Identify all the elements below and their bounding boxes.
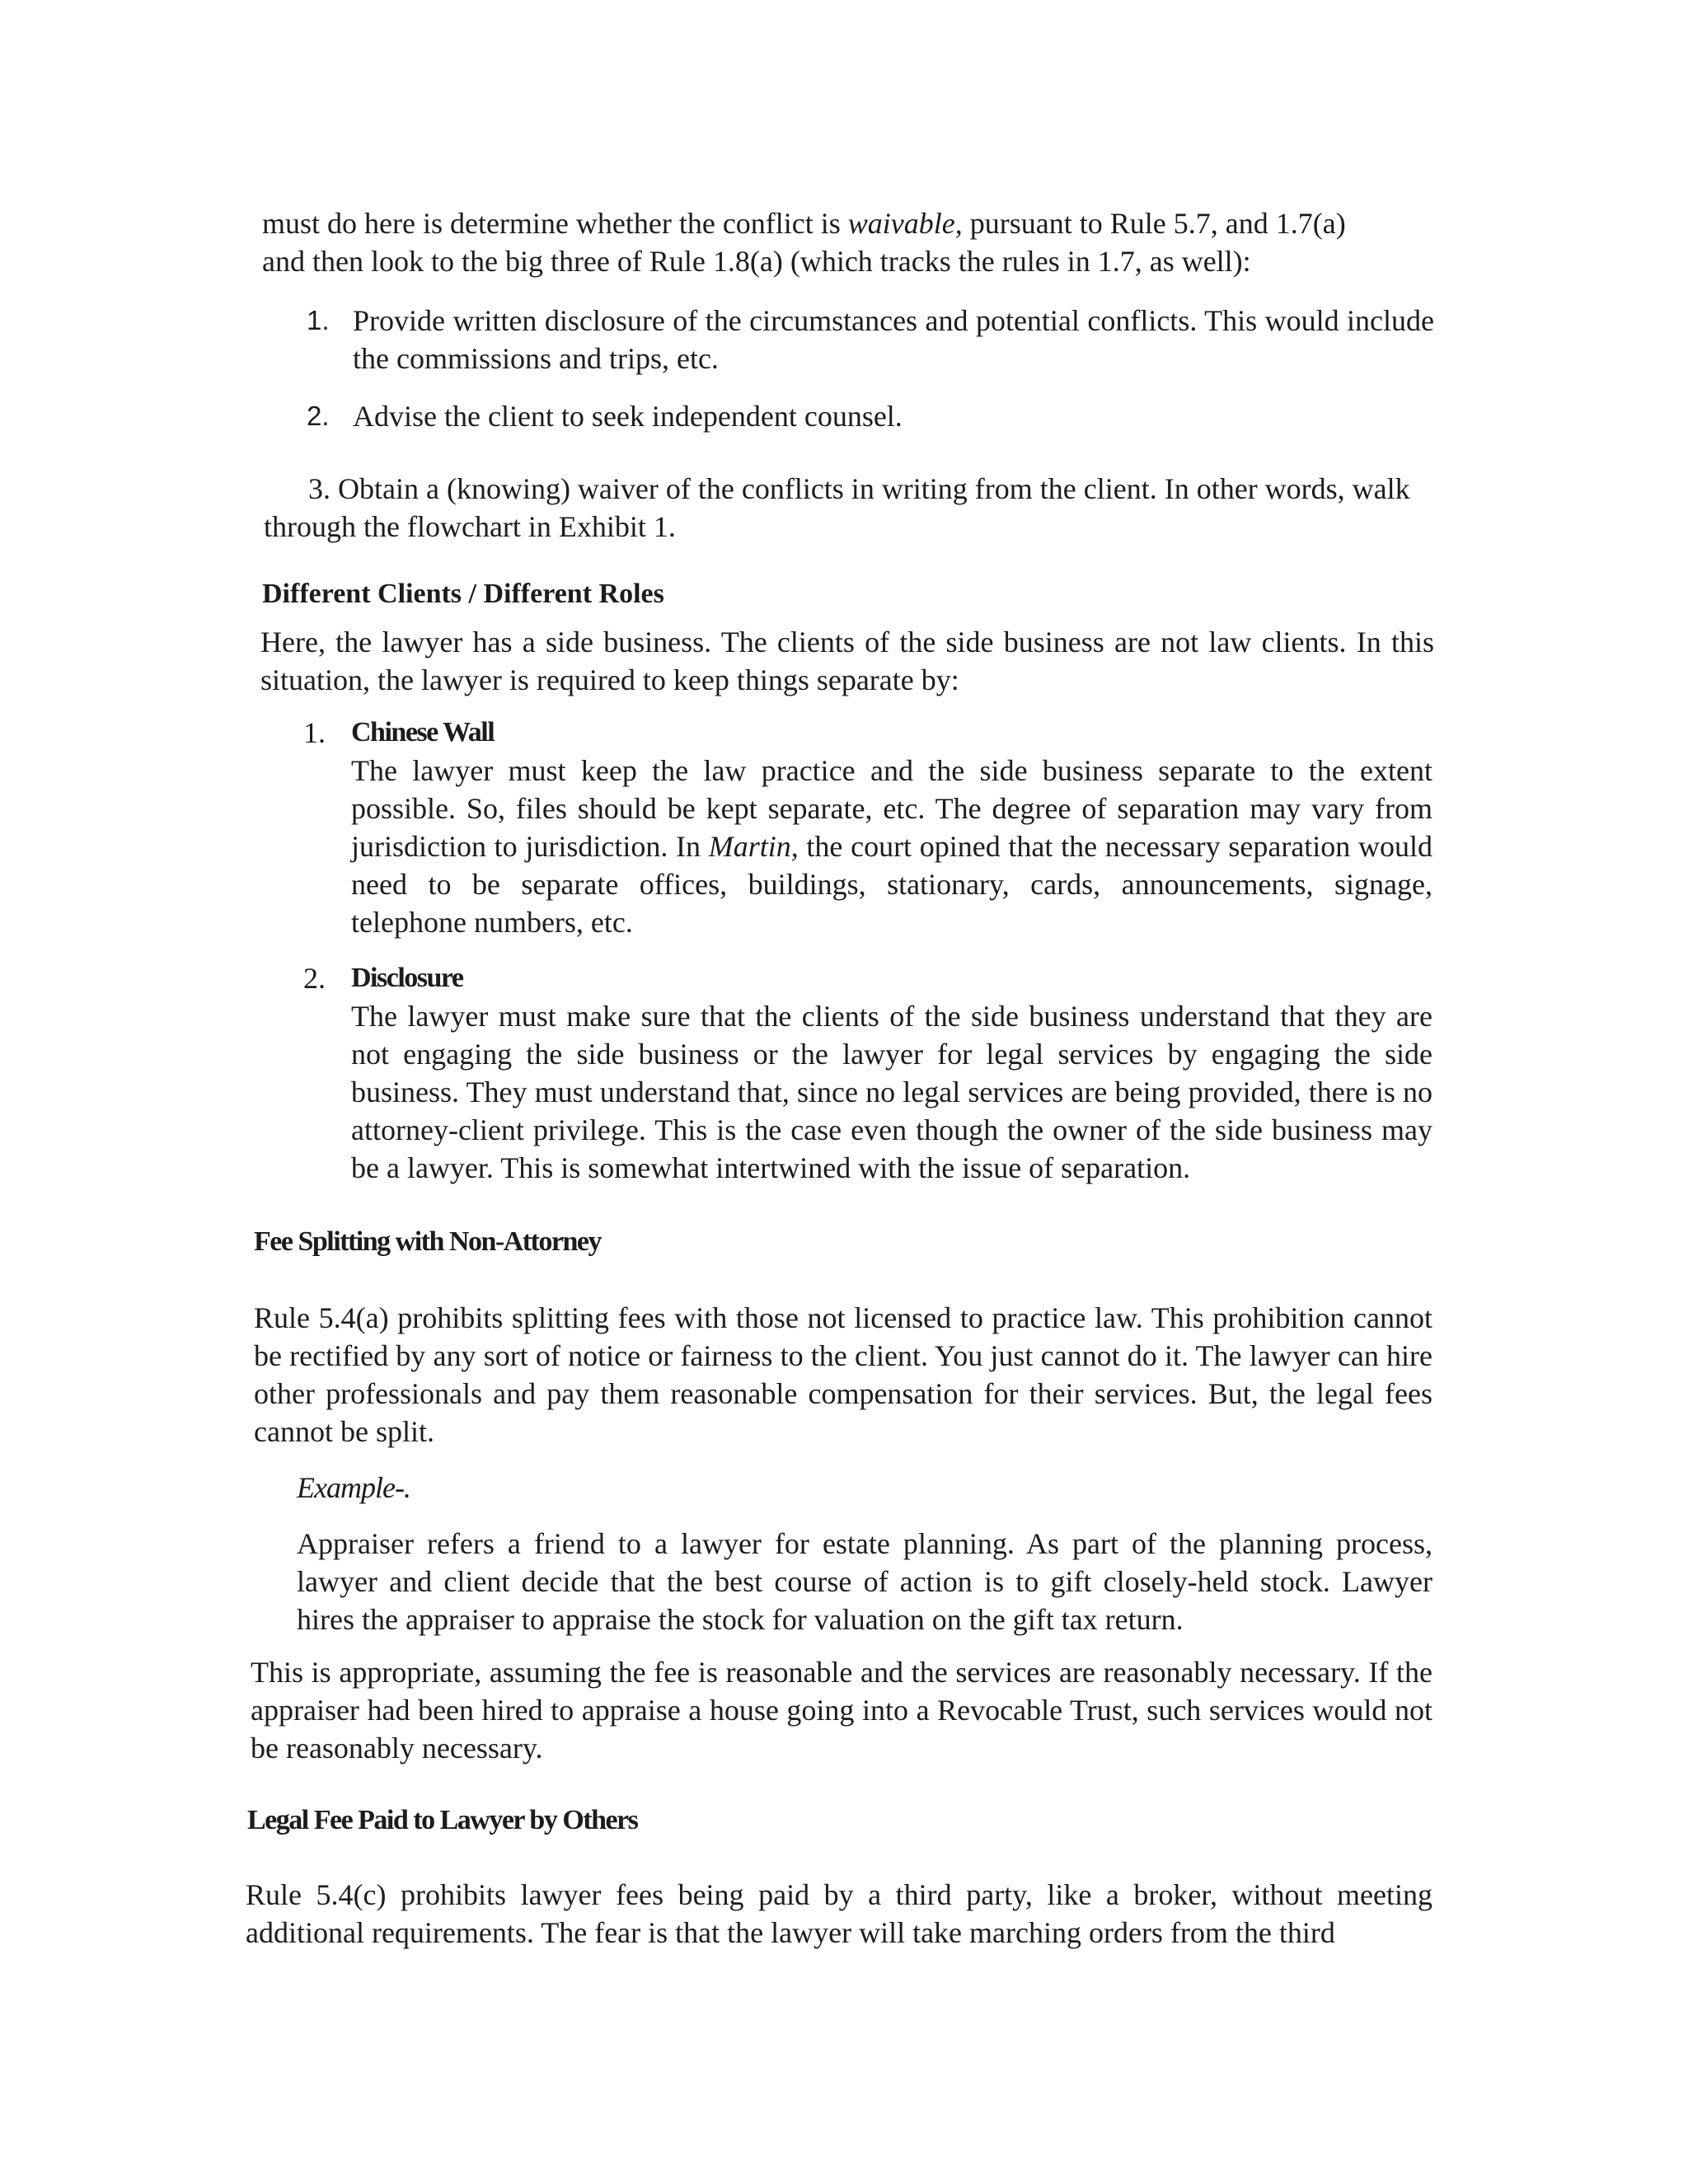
list-text: Obtain a (knowing) waiver of the conflicts in writing from the client. In other words, walk through the flowchart in Exhibit 1.: [264, 472, 1410, 543]
list-item-2: [307, 397, 1434, 435]
heading-fee-splitting: Fee Splitting with Non-Attorney: [254, 1226, 601, 1257]
intro-text: must do here is determine whether the conflict is: [262, 207, 848, 240]
list-item-disclosure: [303, 959, 1432, 1187]
item-text: The lawyer must make sure that the clients of the side business understand that they are not engaging the side business or the lawyer for legal services by engaging the side business. They must understand that, since no legal services are being provided, there is no attorney-client privilege. This is the case even though the owner of the side business may be a lawyer. This is somewhat intertwined with the issue of separation.: [351, 1000, 1432, 1184]
list-item-chinese-wall: [303, 714, 1432, 941]
list-item-1: [307, 302, 1434, 377]
list-number: 1.: [307, 305, 330, 335]
heading-different-roles: Different Clients / Different Roles: [262, 579, 664, 609]
item-title: Chinese Wall: [351, 717, 495, 748]
paragraph-side-business: Here, the lawyer has a side business. The clients of the side business are not law clients. In this situation, the lawyer is required to keep things separate by:: [260, 626, 1434, 696]
item-text: The lawyer must keep the law practice and the side business separate to the extent possible. So, files should be kept separate, etc. The degree of separation may vary from jurisdiction to jurisdiction. In Martin, the court opined that the necessary separation would need to be separate offices, buildings, stationary, cards, announcements, signage, telephone numbers, etc.: [351, 754, 1432, 939]
example-label: Example-.: [297, 1471, 410, 1504]
intro-text-end: pursuant to Rule 5.7, and 1.7(a): [962, 207, 1346, 240]
intro-line-2: and then look to the big three of Rule 1.8(a) (which tracks the rules in 1.7, as well):: [262, 245, 1251, 278]
list-item-3: [264, 470, 1434, 546]
paragraph-appropriate: This is appropriate, assuming the fee is reasonable and the services are reasonably necessary. If the appraiser had been hired to appraise a house going into a Revocable Trust, such services would not be reasonably necessary.: [251, 1656, 1432, 1765]
list-number: 2.: [303, 962, 326, 995]
list-number: 2.: [307, 401, 330, 431]
list-text: Advise the client to seek independent counsel.: [353, 400, 903, 433]
heading-fee-paid-by-others: Legal Fee Paid to Lawyer by Others: [247, 1805, 638, 1835]
intro-emphasis: waivable,: [847, 207, 963, 240]
list-text: Provide written disclosure of the circumstances and potential conflicts. This would include the commissions and trips, etc.: [353, 304, 1434, 375]
item-title: Disclosure: [351, 963, 463, 993]
list-number: 3.: [308, 472, 331, 505]
intro-line-1: [262, 204, 1432, 242]
list-number: 1.: [303, 716, 326, 749]
paragraph-fee-splitting: Rule 5.4(a) prohibits splitting fees with those not licensed to practice law. This prohibition cannot be rectified by any sort of notice or fairness to the client. You just cannot do it. The lawyer can hire other professionals and pay them reasonable compensation for their services. But, the legal fees cannot be split.: [254, 1301, 1432, 1448]
case-name: Martin,: [708, 830, 799, 863]
paragraph-fee-paid: Rule 5.4(c) prohibits lawyer fees being paid by a third party, like a broker, without meeting additional requirements. The fear is that the lawyer will take marching orders from the third: [246, 1878, 1432, 1949]
example-text: Appraiser refers a friend to a lawyer for estate planning. As part of the planning process, lawyer and client decide that the best course of action is to gift closely-held stock. Lawyer hires the appraiser to appraise the stock for valuation on the gift tax return.: [297, 1527, 1432, 1636]
